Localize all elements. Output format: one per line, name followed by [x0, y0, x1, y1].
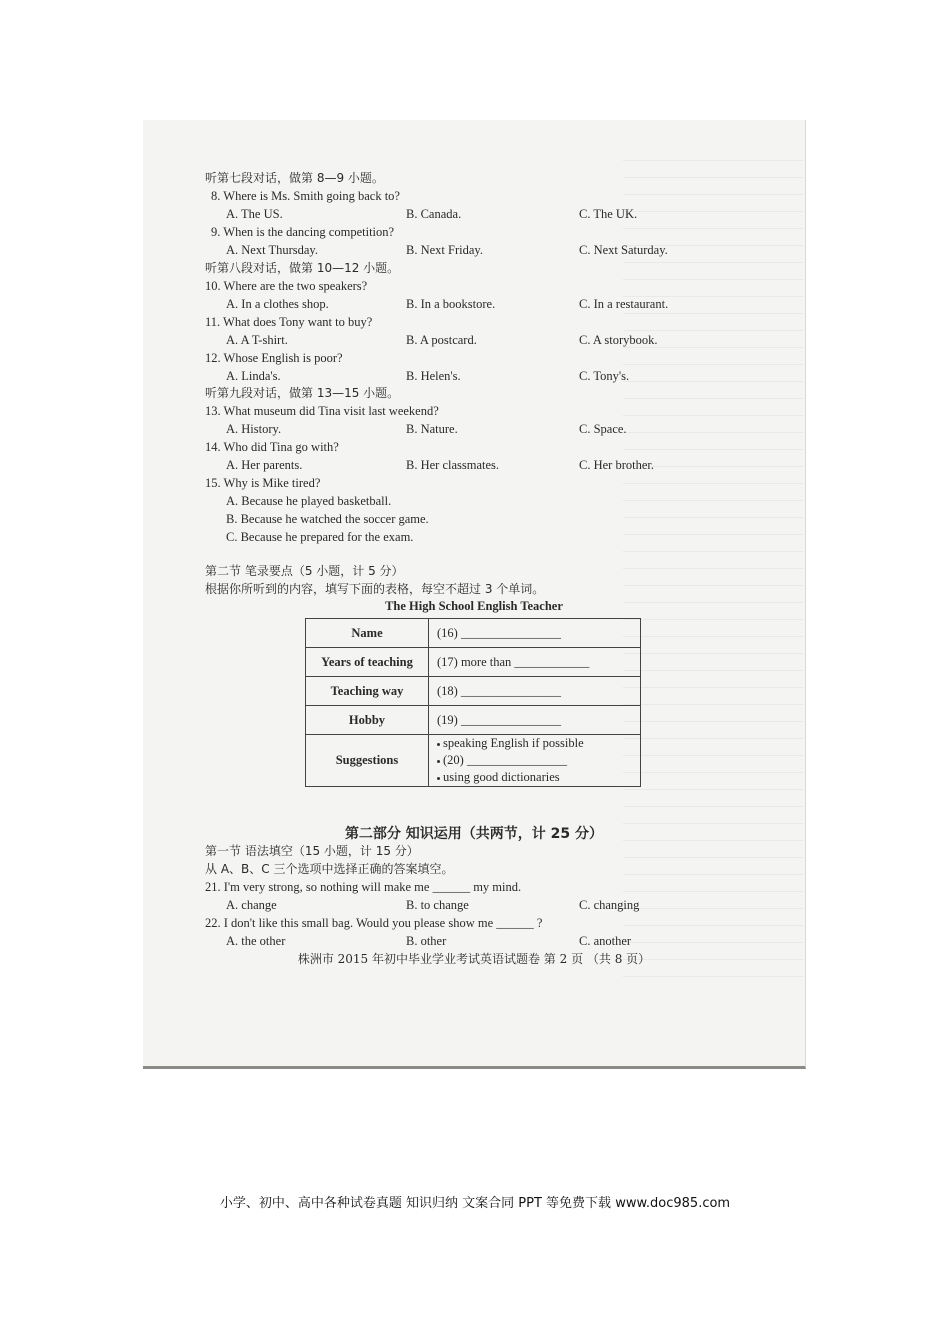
table-row: [306, 735, 641, 787]
download-banner: 小学、初中、高中各种试卷真题 知识归纳 文案合同 PPT 等免费下载 www.doc985.com: [219, 1196, 731, 1211]
section-heading-dictation: 第二节 笔录要点（5 小题，计 5 分）: [205, 564, 404, 578]
section-heading-8: 听第八段对话，做第 10—12 小题。: [205, 261, 400, 275]
section-heading-grammar: 第一节 语法填空（15 小题，计 15 分）: [205, 844, 419, 858]
section-heading-7: 听第七段对话，做第 8—9 小题。: [205, 171, 384, 185]
option-14b: B. Her classmates.: [406, 458, 500, 472]
option-10b: B. In a bookstore.: [406, 297, 496, 311]
option-15c: C. Because he prepared for the exam.: [226, 530, 414, 544]
notes-table: [305, 618, 641, 787]
option-21c: C. changing: [579, 898, 640, 912]
suggestion-item: speaking English if possible: [443, 736, 584, 750]
question-11: 11. What does Tony want to buy?: [205, 315, 373, 329]
option-13c: C. Space.: [579, 422, 627, 436]
option-9c: C. Next Saturday.: [579, 243, 668, 257]
question-12: 12. Whose English is poor?: [205, 351, 343, 365]
suggestions-list: [429, 735, 641, 787]
question-21: 21. I'm very strong, so nothing will make me ______ my mind.: [205, 880, 522, 894]
row-label-teaching-way: Teaching way: [306, 677, 429, 706]
page-footer: 株洲市 2015 年初中毕业学业考试英语试题卷 第 2 页 （共 8 页）: [297, 952, 651, 966]
question-10: 10. Where are the two speakers?: [205, 279, 368, 293]
option-9b: B. Next Friday.: [406, 243, 483, 257]
option-13b: B. Nature.: [406, 422, 458, 436]
option-8a: A. The US.: [226, 207, 283, 221]
option-9a: A. Next Thursday.: [226, 243, 318, 257]
option-11c: C. A storybook.: [579, 333, 658, 347]
bleed-through-shadow: [623, 160, 803, 980]
blank-18: (18) ________________: [429, 677, 641, 706]
option-12c: C. Tony's.: [579, 369, 630, 383]
suggestion-item: using good dictionaries: [443, 770, 560, 784]
option-12a: A. Linda's.: [226, 369, 281, 383]
question-9: 9. When is the dancing competition?: [211, 225, 395, 239]
option-12b: B. Helen's.: [406, 369, 461, 383]
option-11b: B. A postcard.: [406, 333, 477, 347]
row-label-name: Name: [306, 619, 429, 648]
row-label-suggestions: Suggestions: [306, 735, 429, 787]
bullet-icon: [437, 777, 440, 780]
blank-17: (17) more than ____________: [429, 648, 641, 677]
option-21b: B. to change: [406, 898, 469, 912]
blank-16: (16) ________________: [429, 619, 641, 648]
option-11a: A. A T-shirt.: [226, 333, 288, 347]
option-21a: A. change: [226, 898, 277, 912]
option-8c: C. The UK.: [579, 207, 638, 221]
option-10c: C. In a restaurant.: [579, 297, 669, 311]
option-13a: A. History.: [226, 422, 282, 436]
question-8: 8. Where is Ms. Smith going back to?: [211, 189, 400, 203]
table-row: [306, 619, 641, 648]
table-row: [306, 648, 641, 677]
question-13: 13. What museum did Tina visit last weekend?: [205, 404, 439, 418]
option-14a: A. Her parents.: [226, 458, 303, 472]
row-label-hobby: Hobby: [306, 706, 429, 735]
option-22b: B. other: [406, 934, 447, 948]
option-10a: A. In a clothes shop.: [226, 297, 329, 311]
section-instruction-grammar: 从 A、B、C 三个选项中选择正确的答案填空。: [205, 862, 454, 876]
question-14: 14. Who did Tina go with?: [205, 440, 339, 454]
section-heading-9: 听第九段对话，做第 13—15 小题。: [205, 386, 400, 400]
table-title: The High School English Teacher: [385, 599, 563, 613]
section-instruction-dictation: 根据你所听到的内容，填写下面的表格，每空不超过 3 个单词。: [205, 582, 545, 596]
option-22a: A. the other: [226, 934, 286, 948]
option-8b: B. Canada.: [406, 207, 462, 221]
option-15b: B. Because he watched the soccer game.: [226, 512, 429, 526]
part-two-title: 第二部分 知识运用（共两节，计 25 分）: [344, 826, 604, 842]
table-row: [306, 677, 641, 706]
option-15a: A. Because he played basketball.: [226, 494, 392, 508]
scanned-exam-page: [143, 120, 806, 1069]
option-14c: C. Her brother.: [579, 458, 654, 472]
option-22c: C. another: [579, 934, 632, 948]
question-22: 22. I don't like this small bag. Would you please show me ______ ?: [205, 916, 543, 930]
question-15: 15. Why is Mike tired?: [205, 476, 321, 490]
blank-19: (19) ________________: [429, 706, 641, 735]
table-row: [306, 706, 641, 735]
blank-20: (20) ________________: [443, 753, 567, 767]
row-label-years: Years of teaching: [306, 648, 429, 677]
bullet-icon: [437, 760, 440, 763]
bullet-icon: [437, 743, 440, 746]
